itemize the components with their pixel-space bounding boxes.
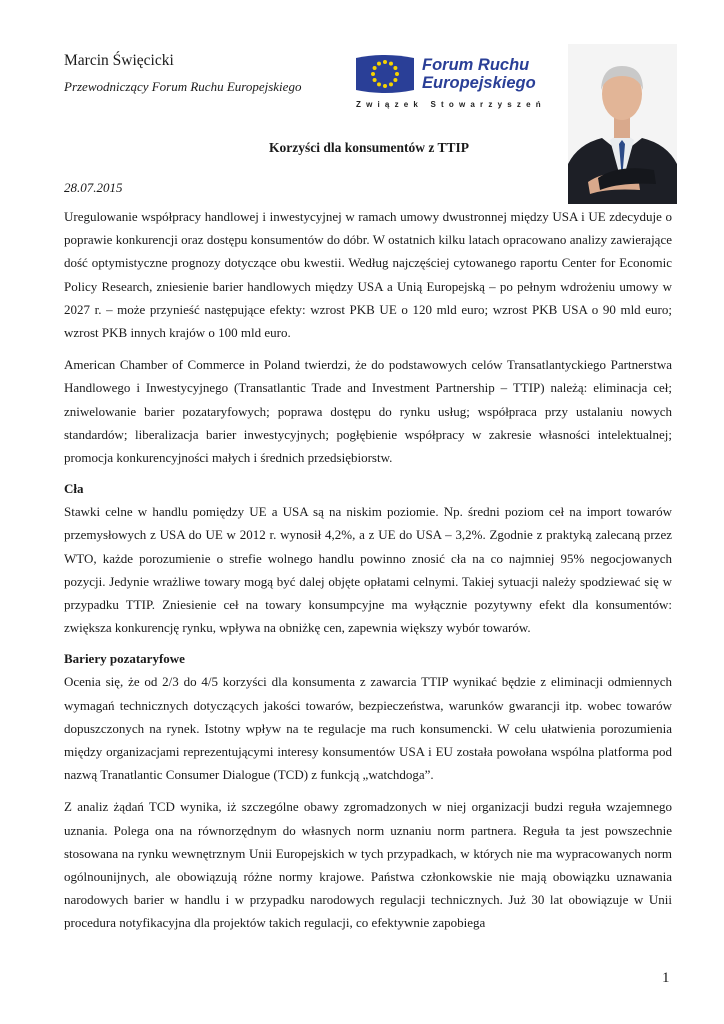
document-date: 28.07.2015 [64,180,123,195]
paragraph: Ocenia się, że od 2/3 do 4/5 korzyści dla konsumenta z zawarcia TTIP wynikać będzie z eliminacji odmiennych wymagań technicznych dotyczących jakości towarów, bezpieczeństwa, warunków gwarancji itp. wobec towarów dopuszczonych na rynek. Istotny wpływ na te regulacje ma ruch konsumencki. W celu ułatwienia porozumienia między organizacjami reprezentującymi interesy konsumentów USA i EU została powołana wspólna platforma pod nazwą Tranatlantic Consumer Dialogue (TCD) z funkcją „watchdoga”. [64,674,672,783]
paragraph: Uregulowanie współpracy handlowej i inwestycyjnej w ramach umowy dwustronnej między USA i UE zdecyduje o poprawie konkurencji oraz dostępu konsumentów do dóbr. W ostatnich kilku latach opracowano analizy zawierające dość optymistyczne prognozy dotyczące obu kwestii. Według najczęściej cytowanego raportu Center for Economic Policy Research, zniesienie barier handlowych między USA a Unią Europejską – po pełnym wdrożeniu umowy w 2027 r. – może przynieść następujące efekty: wzrost PKB UE o 120 mld euro; wzrost PKB USA o 90 mld euro; wzrost PKB innych krajów o 100 mld euro. [64,209,672,341]
logo-title [422,56,552,92]
page-number: 1 [662,970,670,986]
author-photo [568,44,677,204]
section-heading: Bariery pozataryfowe [64,651,185,667]
paragraph: Stawki celne w handlu pomiędzy UE a USA są na niskim poziomie. Np. średni poziom ceł na import towarów przemysłowych z USA do UE w 2012 r. wynosił 4,2%, a z UE do USA – 3,2%. Zgodnie z praktyką zalecaną przez WTO, każde porozumienie o strefie wolnego handlu powinno znosić cła na co najmniej 95% negocjowanych pozycji. Jedynie wrażliwe towary mogą być dalej objęte opłatami celnymi. Takiej sytuacji należy spodziewać się w przypadku TTIP. Zniesienie ceł na towary konsumpcyjne ma wyłącznie pozytywny efekt dla konsumentów: zwiększa konkurencję rynku, wpływa na obniżkę cen, zapewnia większy wybór towarów. [64,504,672,636]
document-body [64,205,672,944]
logo-title-line1: Forum Ruchu [422,56,530,74]
portrait-image [568,44,677,204]
logo-title-line2: Europejskiego [422,74,536,92]
forum-logo [356,54,548,116]
logo-subtitle: Związek Stowarzyszeń [356,100,546,109]
eu-flag-icon [356,54,414,94]
paragraph: American Chamber of Commerce in Poland twierdzi, że do podstawowych celów Transatlantyckiego Partnerstwa Handlowego i Inwestycyjnego (Transatlantic Trade and Investment Partnership – TTIP) należą: eliminacja ceł; zniwelowanie barier pozataryfowych; poprawa dostępu do rynku usług; współpraca przy ustalaniu nowych standardów; liberalizacja barier inwestycyjnych; pogłębienie współpracy w zakresie własności intelektualnej; promocja konkurencyjności małych i średnich przedsiębiorstw. [64,357,672,466]
section-heading: Cła [64,481,84,497]
author-role: Przewodniczący Forum Ruchu Europejskiego [64,79,302,94]
document-title: Korzyści dla konsumentów z TTIP [268,140,469,155]
author-name: Marcin Święcicki [64,52,174,69]
paragraph: Z analiz żądań TCD wynika, iż szczególne obawy zgromadzonych w niej organizacji budzi reguła wzajemnego uznania. Polega ona na równorzędnym do własnych norm uznaniu norm partnera. Reguła ta jest powszechnie stosowana na rynku wewnętrznym Unii Europejskich w tych przypadkach, w których nie ma wypracowanych norm ogólnounijnych, ale obowiązują różne normy krajowe. Państwa członkowskie nie mają obowiązku uznawania narodowych barier w handlu i w przypadku narodowych regulacji technicznych. Już 30 lat obowiązuje w Unii procedura notyfikacyjna dla projektów takich regulacji, co efektywnie zapobiega [64,799,672,931]
